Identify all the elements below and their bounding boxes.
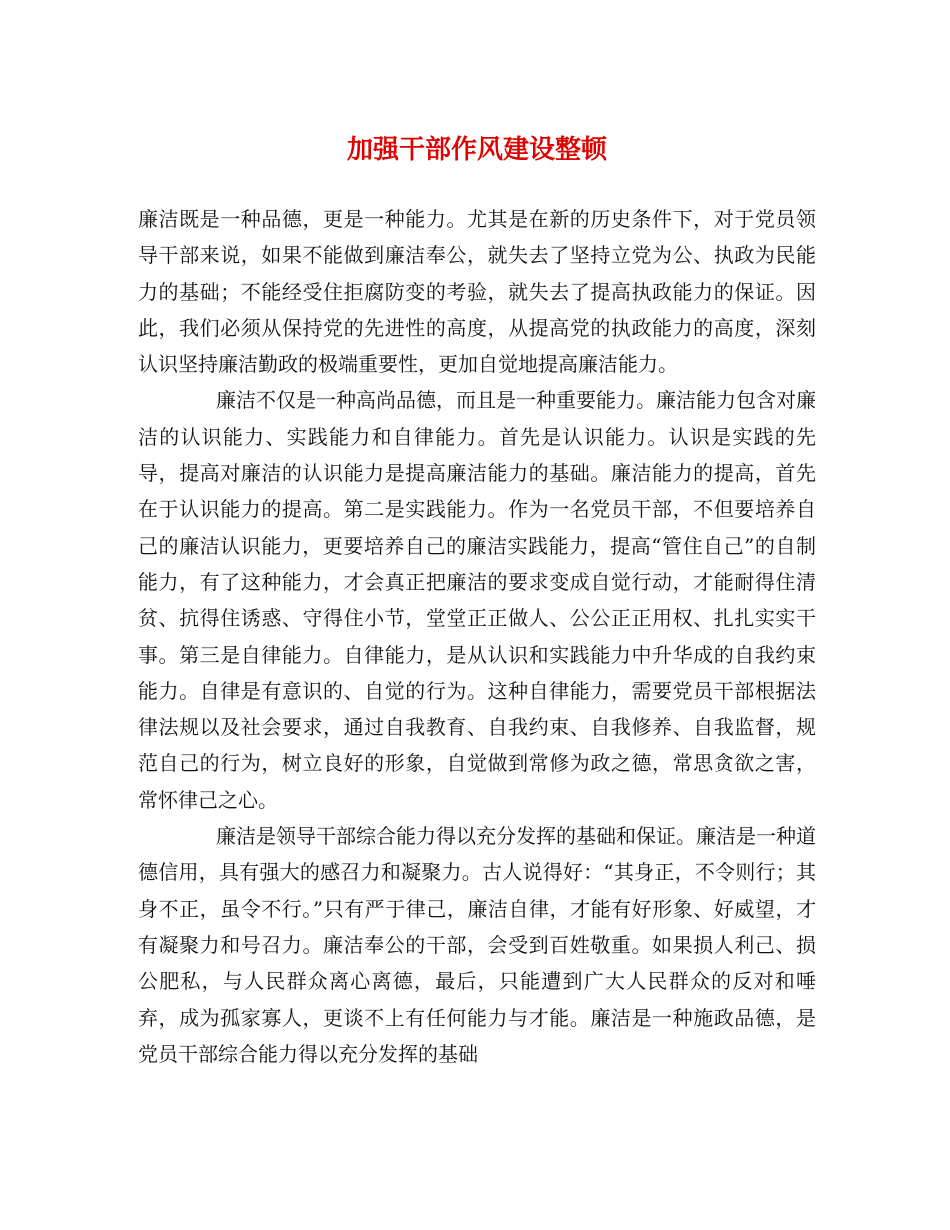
paragraph-1: 廉洁既是一种品德，更是一种能力。尤其是在新的历史条件下，对于党员领导干部来说，如果不能做到廉洁奉公，就失去了坚持立党为公、执政为民能力的基础；不能经受住拒腐防变的考验，就失去了提高执政能力的保证。因此，我们必须从保持党的先进性的高度，从提高党的执政能力的高度，深刻认识坚持廉洁勤政的极端重要性，更加自觉地提高廉洁能力。 [138,207,816,377]
paragraph-2: 廉洁不仅是一种高尚品德，而且是一种重要能力。廉洁能力包含对廉洁的认识能力、实践能力和自律能力。首先是认识能力。认识是实践的先导，提高对廉洁的认识能力是提高廉洁能力的基础。廉洁能力的提高，首先在于认识能力的提高。第二是实践能力。作为一名党员干部，不但要培养自己的廉洁认识能力，更要培养自己的廉洁实践能力，提高“管住自己”的自制能力，有了这种能力，才会真正把廉洁的要求变成自觉行动，才能耐得住清贫、抗得住诱惑、守得住小节，堂堂正正做人、公公正正用权、扎扎实实干事。第三是自律能力。自律能力，是从认识和实践能力中升华成的自我约束能力。自律是有意识的、自觉的行为。这种自律能力，需要党员干部根据法律法规以及社会要求，通过自我教育、自我约束、自我修养、自我监督，规范自己的行为，树立良好的形象，自觉做到常修为政之德，常思贪欲之害，常怀律己之心。 [138,388,816,812]
paragraph-3: 廉洁是领导干部综合能力得以充分发挥的基础和保证。廉洁是一种道德信用，具有强大的感召力和凝聚力。古人说得好：“其身正，不令则行；其身不正，虽令不行。”只有严于律己，廉洁自律，才能有好形象、好威望，才有凝聚力和号召力。廉洁奉公的干部，会受到百姓敬重。如果损人利己、损公肥私，与人民群众离心离德，最后，只能遭到广大人民群众的反对和唾弃，成为孤家寡人，更谈不上有任何能力与才能。廉洁是一种施政品德，是党员干部综合能力得以充分发挥的基础 [138,824,816,1066]
document-body [138,201,816,1072]
document-title: 加强干部作风建设整顿 [346,135,607,165]
